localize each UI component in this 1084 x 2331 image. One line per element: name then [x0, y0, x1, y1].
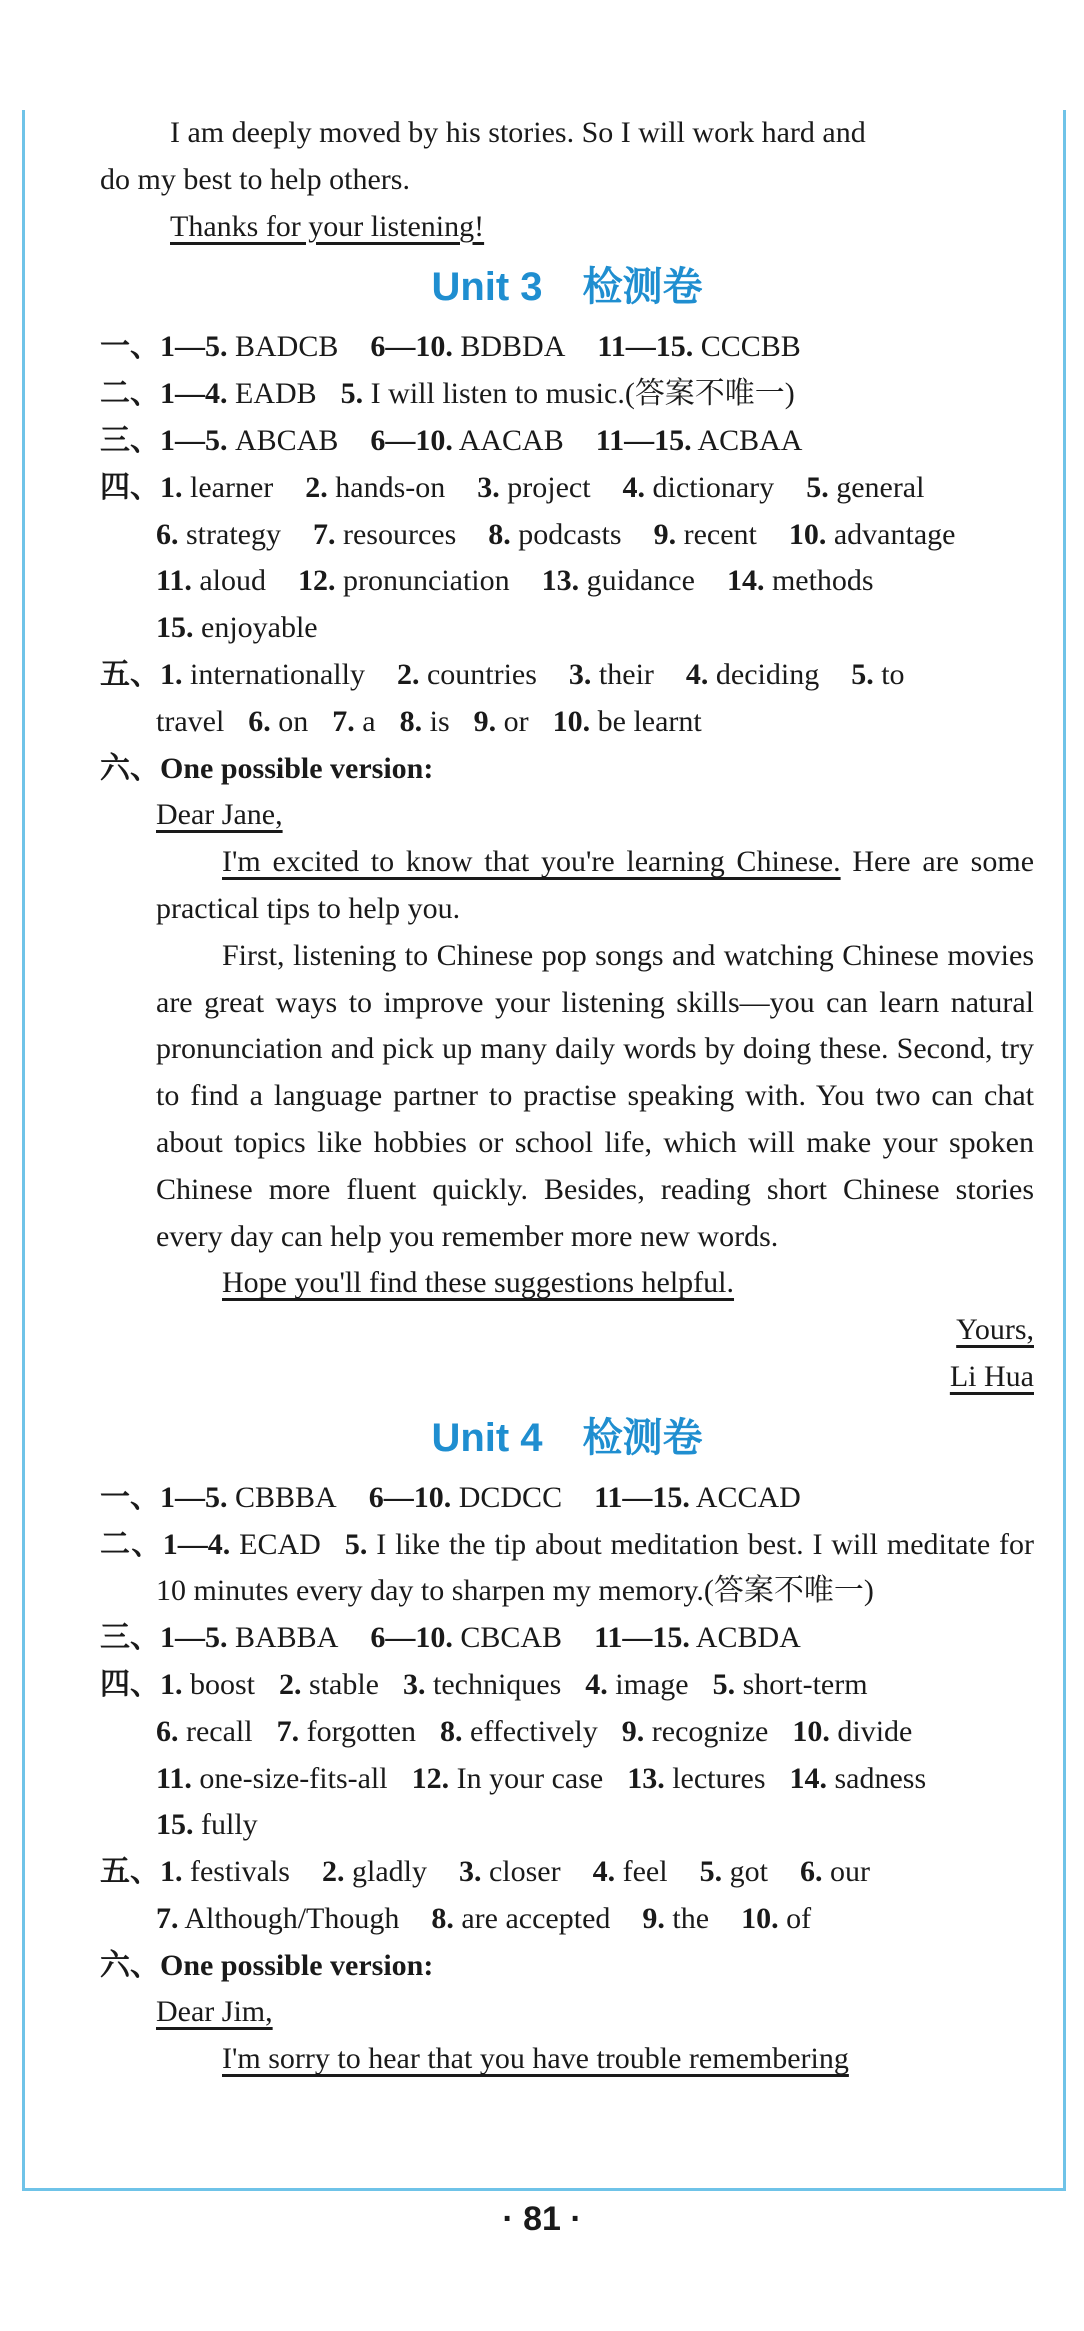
unit3-letter-p3: Hope you'll find these suggestions helpful. — [222, 1266, 735, 1300]
unit3-letter-closing: Yours, — [956, 1313, 1034, 1347]
answer-key-page — [100, 110, 1034, 2083]
unit4-section-3: 三、1—5. BABBA 6—10. CBCAB 11—15. ACBDA — [100, 1621, 801, 1655]
left-margin-rule — [22, 110, 25, 2190]
unit3-title: Unit 3 检测卷 — [431, 265, 703, 310]
intro-line-2: do my best to help others. — [100, 162, 410, 196]
intro-line-3: Thanks for your listening! — [170, 209, 485, 243]
unit4-section-5 — [100, 1849, 1034, 1943]
unit3-letter-p1: I'm excited to know that you're learning Chinese. Here are some practical tips to help you. — [156, 845, 1035, 925]
unit3-letter-name: Li Hua — [949, 1359, 1034, 1393]
bottom-margin-rule — [22, 2188, 1066, 2191]
unit3-section-2: 二、1—4. EADB 5. I will listen to music.(答案不唯一) — [100, 377, 795, 411]
unit3-letter-greeting: Dear Jane, — [156, 798, 283, 832]
unit4-section-1: 一、1—5. CBBBA 6—10. DCDCC 11—15. ACCAD — [100, 1480, 801, 1514]
unit4-s4-row-4: 15. fully — [156, 1808, 258, 1842]
unit4-section-2: 二、1—4. ECAD 5. I like the tip about meditation best. I will meditate for 10 minutes every day to sharpen my memory.(答案不唯一) — [100, 1527, 1035, 1608]
unit3-s5-row-2: travel 6. on 7. a 8. is 9. or 10. be learnt — [156, 704, 702, 738]
unit4-s5-row-1: 五、1. festivals 2. gladly 3. closer 4. feel 5. got 6. our — [100, 1855, 870, 1889]
unit3-section-6 — [100, 746, 1034, 1401]
intro-line-1: I am deeply moved by his stories. So I will work hard and — [170, 116, 866, 149]
unit4-letter-greeting: Dear Jim, — [156, 1995, 273, 2029]
unit4-letter-p1: I'm sorry to hear that you have trouble remembering — [222, 2042, 849, 2076]
unit3-section-1: 一、1—5. BADCB 6—10. BDBDA 11—15. CCCBB — [100, 330, 801, 364]
unit3-s4-row-1: 四、1. learner 2. hands-on 3. project 4. dictionary 5. general — [100, 470, 925, 504]
unit4-section-4 — [100, 1662, 1034, 1849]
unit4-s4-row-2: 6. recall 7. forgotten 8. effectively 9. recognize 10. divide — [156, 1714, 913, 1748]
page-number: · 81 · — [502, 2200, 582, 2238]
unit3-s5-row-1: 五、1. internationally 2. countries 3. their 4. deciding 5. to — [100, 657, 905, 691]
unit3-s4-row-3: 11. aloud 12. pronunciation 13. guidance 14. methods — [156, 564, 874, 598]
unit3-s4-row-4: 15. enjoyable — [156, 611, 318, 645]
unit3-section-5 — [100, 652, 1034, 746]
right-margin-rule — [1063, 110, 1066, 2190]
unit4-s6-label: 六、One possible version: — [100, 1948, 434, 1982]
unit3-section-3: 三、1—5. ABCAB 6—10. AACAB 11—15. ACBAA — [100, 423, 803, 457]
unit4-section-6 — [100, 1943, 1034, 2083]
unit4-s5-row-2: 7. Although/Though 8. are accepted 9. the 10. of — [156, 1901, 812, 1935]
unit3-section-4 — [100, 465, 1034, 652]
unit3-s4-row-2: 6. strategy 7. resources 8. podcasts 9. recent 10. advantage — [156, 517, 956, 551]
unit3-s6-label: 六、One possible version: — [100, 751, 434, 785]
unit4-title: Unit 4 检测卷 — [431, 1415, 703, 1460]
unit3-letter-p2: First, listening to Chinese pop songs and watching Chinese movies are great ways to improve your listening skills—you can learn natural pronunciation and pick up many daily words by doing these. Second, try to find a language partner to practise speaking with. You two can chat about topics like hobbies or school life, which will make your spoken Chinese more fluent quickly. Besides, reading short Chinese stories every day can help you remember more new words. — [156, 938, 1034, 1253]
unit4-s4-row-3: 11. one-size-fits-all 12. In your case 13. lectures 14. sadness — [156, 1761, 927, 1795]
unit4-s4-row-1: 四、1. boost 2. stable 3. techniques 4. image 5. short-term — [100, 1667, 868, 1701]
